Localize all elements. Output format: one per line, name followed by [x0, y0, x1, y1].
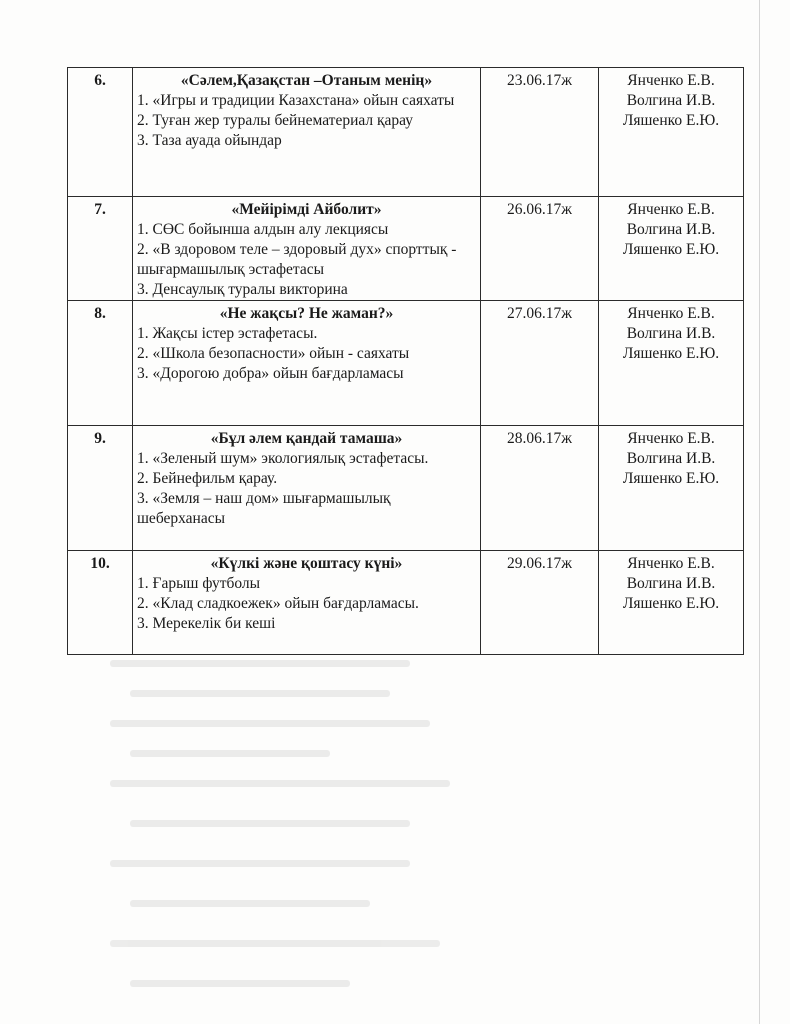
- event-date: 27.06.17ж: [481, 301, 599, 426]
- responsible-person: Янченко Е.В.: [627, 305, 715, 322]
- event-title: «Күлкі және қоштасу күні»: [210, 555, 403, 572]
- row-number: 10.: [68, 551, 133, 655]
- event-item: 3. Таза ауада ойындар: [137, 132, 282, 149]
- responsible-person: Волгина И.В.: [626, 450, 716, 467]
- responsible-cell: [599, 301, 744, 426]
- schedule-table-body: [68, 68, 744, 655]
- responsible-person: Янченко Е.В.: [627, 201, 715, 218]
- event-item: 2. «В здоровом теле – здоровый дух» спорттық - шығармашылық эстафетасы: [137, 241, 457, 278]
- event-item: 1. СӨС бойынша алдын алу лекциясы: [137, 221, 389, 238]
- event-cell: [133, 551, 481, 655]
- responsible-person: Янченко Е.В.: [627, 555, 715, 572]
- row-number: 6.: [68, 68, 133, 197]
- responsible-person: Ляшенко Е.Ю.: [622, 241, 720, 258]
- table-row: [68, 68, 744, 197]
- event-item: 2. Бейнефильм қарау.: [137, 470, 278, 487]
- scan-edge-line: [759, 0, 760, 1024]
- event-date: 29.06.17ж: [481, 551, 599, 655]
- event-date: 26.06.17ж: [481, 197, 599, 301]
- responsible-person: Волгина И.В.: [626, 325, 716, 342]
- event-item: 1. Жақсы істер эстафетасы.: [137, 325, 318, 342]
- schedule-table: [67, 67, 744, 655]
- responsible-cell: [599, 197, 744, 301]
- responsible-person: Волгина И.В.: [626, 92, 716, 109]
- row-number: 7.: [68, 197, 133, 301]
- event-item: 2. Туған жер туралы бейнематериал қарау: [137, 112, 414, 129]
- event-item: 3. «Земля – наш дом» шығармашылық шеберханасы: [137, 490, 391, 527]
- row-number: 8.: [68, 301, 133, 426]
- event-item: 3. Мерекелік би кеші: [137, 615, 276, 632]
- event-item: 1. «Зеленый шум» экологиялық эстафетасы.: [137, 450, 429, 467]
- row-number: 9.: [68, 426, 133, 551]
- event-cell: [133, 197, 481, 301]
- responsible-person: Ляшенко Е.Ю.: [622, 470, 720, 487]
- responsible-person: Янченко Е.В.: [627, 430, 715, 447]
- responsible-person: Волгина И.В.: [626, 575, 716, 592]
- event-title: «Сәлем,Қазақстан –Отаным менің»: [180, 72, 433, 89]
- responsible-person: Ляшенко Е.Ю.: [622, 345, 720, 362]
- responsible-cell: [599, 68, 744, 197]
- responsible-cell: [599, 551, 744, 655]
- event-title: «Бұл әлем қандай тамаша»: [210, 430, 403, 447]
- event-title: «Мейірімді Айболит»: [231, 201, 382, 218]
- event-item: 3. Денсаулық туралы викторина: [137, 281, 348, 298]
- event-date: 23.06.17ж: [481, 68, 599, 197]
- responsible-person: Волгина И.В.: [626, 221, 716, 238]
- responsible-cell: [599, 426, 744, 551]
- responsible-person: Ляшенко Е.Ю.: [622, 112, 720, 129]
- event-item: 2. «Клад сладкоежек» ойын бағдарламасы.: [137, 595, 419, 612]
- table-row: [68, 551, 744, 655]
- event-cell: [133, 426, 481, 551]
- event-date: 28.06.17ж: [481, 426, 599, 551]
- event-item: 1. «Игры и традиции Казахстана» ойын саяхаты: [137, 92, 455, 109]
- event-item: 1. Ғарыш футболы: [137, 575, 261, 592]
- table-row: [68, 426, 744, 551]
- event-cell: [133, 68, 481, 197]
- table-row: [68, 301, 744, 426]
- event-title: «Не жақсы? Не жаман?»: [219, 305, 394, 322]
- event-item: 2. «Школа безопасности» ойын - саяхаты: [137, 345, 410, 362]
- responsible-person: Ляшенко Е.Ю.: [622, 595, 720, 612]
- event-cell: [133, 301, 481, 426]
- responsible-person: Янченко Е.В.: [627, 72, 715, 89]
- bleed-through-marks: [90, 650, 730, 1020]
- event-item: 3. «Дорогою добра» ойын бағдарламасы: [137, 365, 404, 382]
- table-row: [68, 197, 744, 301]
